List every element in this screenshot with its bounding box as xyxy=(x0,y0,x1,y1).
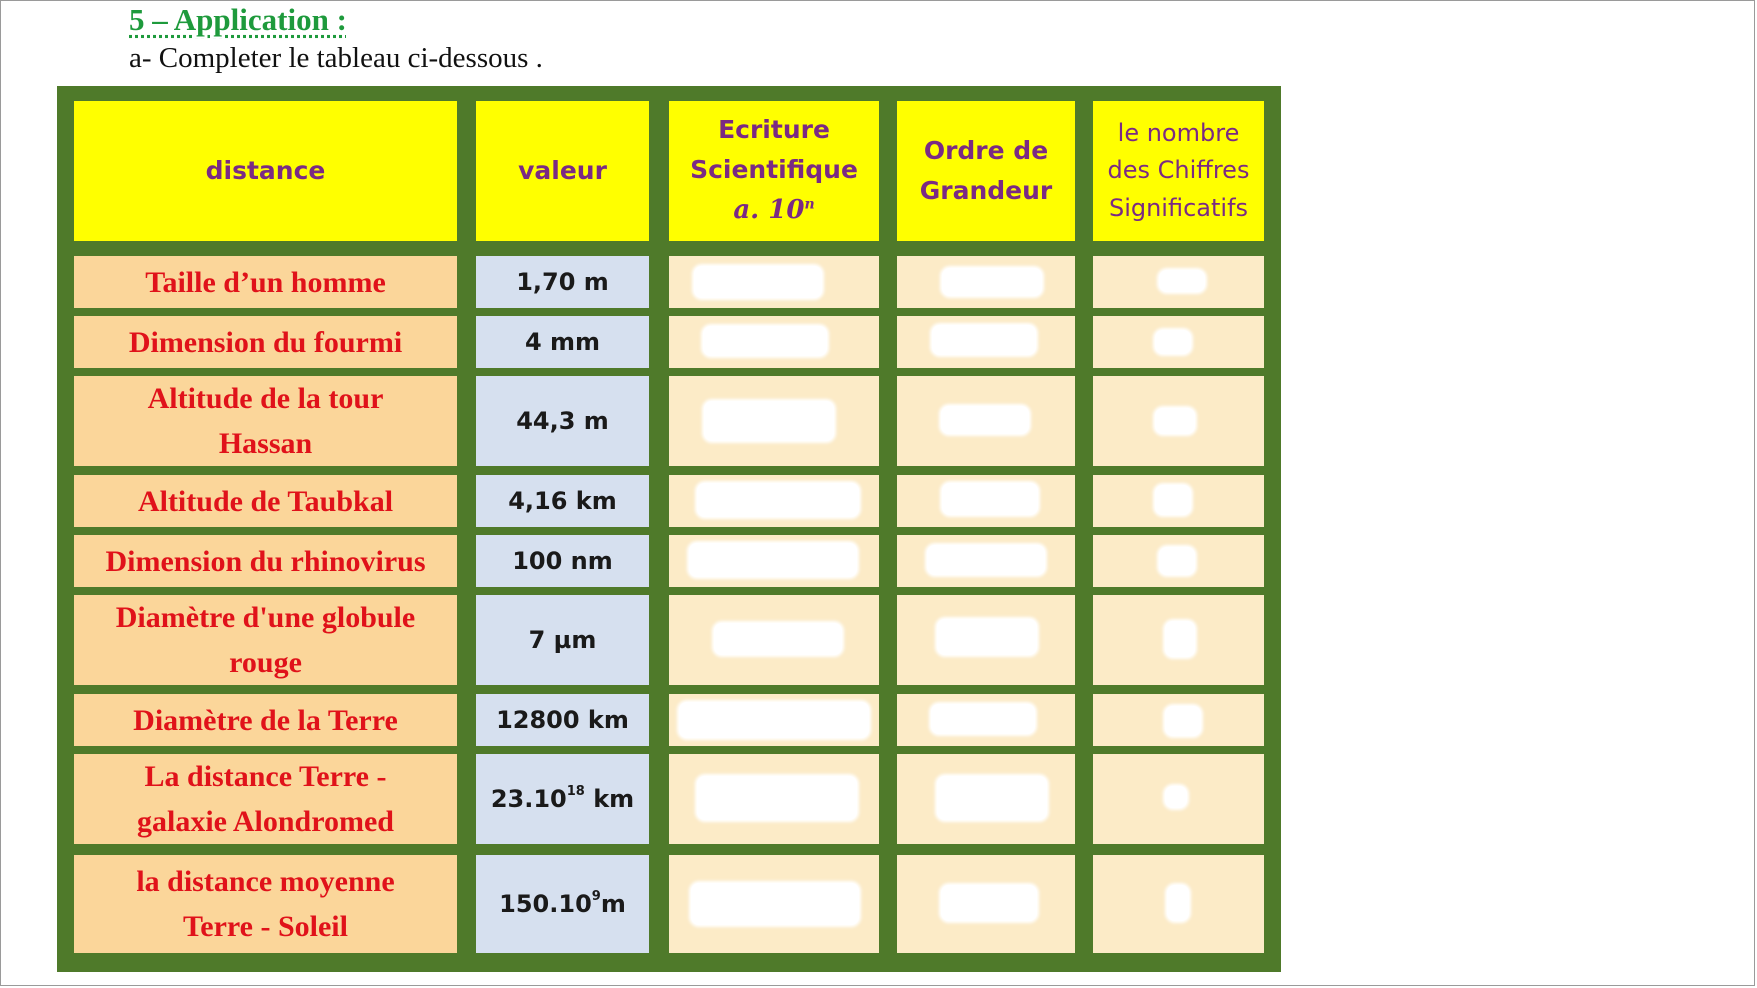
header-valeur xyxy=(476,101,649,241)
formula-exponent: n xyxy=(804,196,815,213)
instruction-text: a- Completer le tableau ci-dessous . xyxy=(129,42,543,74)
value-label: 100 nm xyxy=(512,547,613,575)
value-label: 4,16 km xyxy=(508,487,617,515)
answer-cell-ordre[interactable] xyxy=(897,855,1075,953)
distance-label: Dimension du fourmi xyxy=(128,325,403,359)
exercise-table xyxy=(57,86,1281,972)
header-nombre-line1: le nombre xyxy=(1117,119,1240,148)
distance-label: Diamètre de la Terre xyxy=(133,703,398,737)
distance-label-line1: Altitude de la tour xyxy=(147,382,384,415)
table-row-value xyxy=(476,475,649,527)
header-distance xyxy=(74,101,457,241)
header-ecriture-line2: Scientifique xyxy=(690,155,858,185)
answer-cell-ecriture[interactable] xyxy=(669,475,879,527)
distance-label-line1: La distance Terre - xyxy=(144,760,387,793)
header-ecriture-formula xyxy=(733,190,814,232)
table-row-value xyxy=(476,595,649,685)
answer-cell-ecriture[interactable] xyxy=(669,754,879,844)
value-label: 44,3 m xyxy=(516,407,609,435)
section-heading: 5 – Application : xyxy=(129,2,347,37)
distance-label-line2: Terre - Soleil xyxy=(183,910,348,943)
header-ecriture-line1: Ecriture xyxy=(718,115,830,145)
answer-cell-ecriture[interactable] xyxy=(669,256,879,308)
answer-cell-ecriture[interactable] xyxy=(669,595,879,685)
distance-label: Taille d’un homme xyxy=(145,265,386,299)
table-row-distance xyxy=(74,535,457,587)
value-base: 23.10 xyxy=(490,785,567,813)
table-row-distance xyxy=(74,256,457,308)
answer-cell-chiffres[interactable] xyxy=(1093,256,1264,308)
value-unit: m xyxy=(600,890,626,918)
table-row-distance xyxy=(74,754,457,844)
distance-label: Altitude de Taubkal xyxy=(137,484,394,518)
answer-cell-ordre[interactable] xyxy=(897,754,1075,844)
answer-cell-chiffres[interactable] xyxy=(1093,694,1264,746)
answer-cell-ordre[interactable] xyxy=(897,256,1075,308)
answer-cell-chiffres[interactable] xyxy=(1093,475,1264,527)
value-label: 12800 km xyxy=(496,706,629,734)
answer-cell-chiffres[interactable] xyxy=(1093,595,1264,685)
answer-cell-ordre[interactable] xyxy=(897,694,1075,746)
value-label xyxy=(499,890,626,918)
distance-label: Dimension du rhinovirus xyxy=(105,544,426,578)
header-nombre-line3: Significatifs xyxy=(1108,193,1249,222)
table-row-value xyxy=(476,316,649,368)
table-row-value xyxy=(476,694,649,746)
answer-cell-chiffres[interactable] xyxy=(1093,855,1264,953)
table-row-distance xyxy=(74,475,457,527)
value-label: 7 µm xyxy=(528,626,597,654)
distance-label-line1: la distance moyenne xyxy=(136,865,395,898)
header-distance-label: distance xyxy=(205,156,326,185)
header-nombre-line2: des Chiffres xyxy=(1107,156,1250,185)
answer-cell-ecriture[interactable] xyxy=(669,316,879,368)
answer-cell-ordre[interactable] xyxy=(897,475,1075,527)
answer-cell-ordre[interactable] xyxy=(897,535,1075,587)
distance-label-line2: rouge xyxy=(229,646,302,679)
answer-cell-ordre[interactable] xyxy=(897,376,1075,466)
table-row-value xyxy=(476,376,649,466)
value-base: 150.10 xyxy=(499,890,592,918)
answer-cell-ordre[interactable] xyxy=(897,316,1075,368)
table-row-distance xyxy=(74,376,457,466)
table-row-value xyxy=(476,535,649,587)
table-row-distance xyxy=(74,316,457,368)
value-label: 1,70 m xyxy=(516,268,609,296)
header-ordre-line2: Grandeur xyxy=(919,176,1053,205)
answer-cell-chiffres[interactable] xyxy=(1093,376,1264,466)
answer-cell-chiffres[interactable] xyxy=(1093,754,1264,844)
distance-label-line1: Diamètre d'une globule xyxy=(115,601,416,634)
header-ordre-line1: Ordre de xyxy=(923,136,1049,165)
header-valeur-label: valeur xyxy=(518,156,607,185)
distance-label-line2: Hassan xyxy=(218,427,313,460)
answer-cell-ecriture[interactable] xyxy=(669,376,879,466)
answer-cell-ecriture[interactable] xyxy=(669,855,879,953)
table-row-distance xyxy=(74,855,457,953)
answer-cell-ordre[interactable] xyxy=(897,595,1075,685)
table-row-value xyxy=(476,855,649,953)
answer-cell-ecriture[interactable] xyxy=(669,535,879,587)
header-ecriture-scientifique xyxy=(669,101,879,241)
value-exponent: 9 xyxy=(591,889,601,904)
value-label xyxy=(491,785,634,813)
answer-cell-chiffres[interactable] xyxy=(1093,316,1264,368)
table-row-value xyxy=(476,256,649,308)
header-chiffres-significatifs xyxy=(1093,101,1264,241)
table-row-value xyxy=(476,754,649,844)
value-label: 4 mm xyxy=(524,328,601,356)
header-ordre-grandeur xyxy=(897,101,1075,241)
table-row-distance xyxy=(74,595,457,685)
table-row-distance xyxy=(74,694,457,746)
value-exponent: 18 xyxy=(566,784,585,799)
formula-base: a. 10 xyxy=(733,195,805,226)
answer-cell-chiffres[interactable] xyxy=(1093,535,1264,587)
value-unit: km xyxy=(584,785,635,813)
answer-cell-ecriture[interactable] xyxy=(669,694,879,746)
distance-label-line2: galaxie Alondromed xyxy=(137,805,394,838)
